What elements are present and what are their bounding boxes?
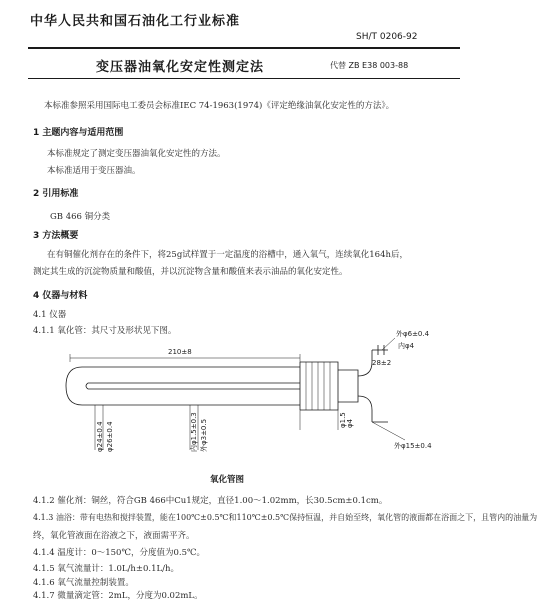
head-body (338, 370, 358, 402)
section-1-line-2: 本标准适用于变压器油。 (47, 166, 141, 176)
replacement-code: 代替 ZB E38 003-88 (330, 61, 409, 70)
item-4-1-4: 4.1.4 温度计：0～150℃，分度值为0.5℃。 (33, 548, 205, 558)
section-1-heading: 1 主题内容与适用范围 (33, 128, 124, 138)
outlet-lower-bend (358, 396, 372, 422)
dim-length-label: 210±8 (168, 348, 192, 356)
joint-leader-lines (300, 410, 338, 430)
item-4-1-5: 4.1.5 氧气流量计：1.0L/h±0.1L/h。 (33, 564, 179, 574)
section-3-line-1: 在有铜催化剂存在的条件下，将25g试样置于一定温度的浴槽中，通入氧气，连续氧化164h后， (47, 250, 408, 260)
dim-inner-diameter-top: 内φ4 (398, 342, 415, 350)
item-4-1-6: 4.1.6 氧气流量控制装置。 (33, 578, 134, 588)
item-4-1-3: 4.1.3 油浴：带有电热和搅拌装置，能在100℃±0.5℃和110℃±0.5℃保持恒温，并自始至终，氧化管的液面都在浴面之下，且管内的油量为 (33, 513, 537, 522)
document-title: 变压器油氧化安定性测定法 (96, 60, 265, 75)
intro-paragraph: 本标准参照采用国际电工委员会标准IEC 74-1963(1974)《评定绝缘油氧化安定性的方法》。 (44, 101, 395, 111)
section-1-line-1: 本标准规定了测定变压器油氧化安定性的方法。 (47, 149, 226, 159)
item-4-1-7: 4.1.7 微量滴定管：2mL，分度为0.02mL。 (33, 591, 203, 601)
standard-header-title: 中华人民共和国石油化工行业标准 (30, 14, 241, 29)
section-4-heading: 4 仪器与材料 (33, 291, 88, 301)
section-3-heading: 3 方法概要 (33, 231, 79, 241)
section-3-line-2: 测定其生成的沉淀物质量和酸值，并以沉淀物含量和酸值来表示油品的氧化安定性。 (33, 267, 348, 277)
item-4-1-3-cont: 终，氧化管液面在浴液之下，液面需平齐。 (33, 531, 195, 541)
dim-outer-tube: 外φ3±0.5 (200, 418, 208, 452)
outlet-leader-line (372, 422, 405, 440)
section-2-line-1: GB 466 铜分类 (50, 212, 111, 222)
dim-outlet-diameter: 外φ15±0.4 (394, 442, 432, 450)
standard-code: SH/T 0206-92 (356, 32, 418, 42)
dim-arm-length: 28±2 (372, 359, 392, 367)
item-4-1-2: 4.1.2 催化剂：铜丝，符合GB 466中Cu1规定，直径1.00～1.02mm，长30.5cm±0.1cm。 (33, 496, 388, 506)
dim-joint-b: φ4 (346, 418, 354, 428)
dim-inner-tube: 内φ1.5±0.3 (190, 412, 198, 452)
section-2-heading: 2 引用标准 (33, 189, 79, 199)
ground-joint (300, 362, 338, 410)
figure-caption: 氧化管图 (210, 475, 245, 485)
inlet-leader-line (382, 338, 395, 350)
dim-joint-a: φ1.5 (339, 412, 347, 428)
section-4-1-1-line: 4.1.1 氧化管：其尺寸及形状见下图。 (33, 326, 177, 336)
ground-joint-hatch (306, 362, 330, 410)
tube-bottom-curve (66, 367, 82, 405)
dim-outer-diameter-top: 外φ6±0.4 (396, 330, 430, 338)
dim-tube-outer-left-2: φ26±0.4 (106, 421, 114, 452)
inner-tube-tip (86, 383, 88, 389)
section-4-1-line: 4.1 仪器 (33, 310, 67, 320)
dim-tube-outer-left: φ24±0.4 (96, 421, 104, 452)
inlet-upper-bend (358, 350, 372, 376)
